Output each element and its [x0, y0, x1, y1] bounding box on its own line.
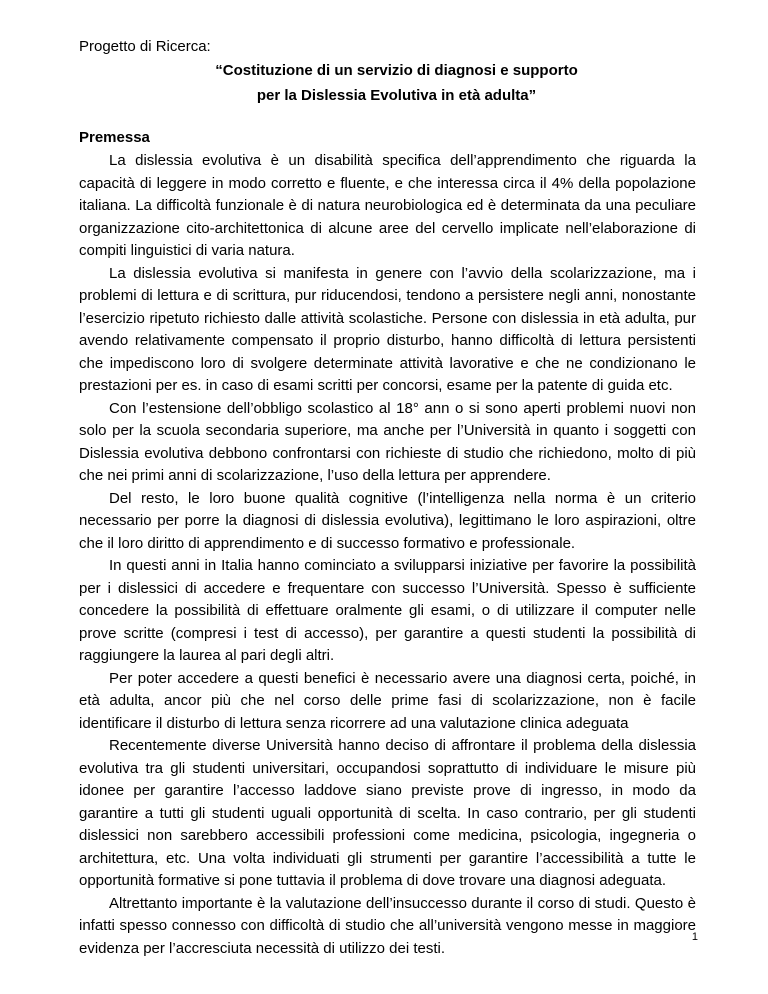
paragraph: Per poter accedere a questi benefici è necessario avere una diagnosi certa, poiché, in età adulta, ancor più che nel corso delle prime fasi di scolarizzazione, non è facile identificare il disturbo di lettura senza ricorrere ad una valutazione clinica adeguata — [79, 669, 696, 732]
section-heading: Premessa — [79, 129, 150, 146]
document-label: Progetto di Ricerca: — [79, 38, 211, 55]
paragraph: Recentemente diverse Università hanno deciso di affrontare il problema della dislessia evolutiva tra gli studenti universitari, occupandosi soprattutto di individuare le misure più idonee per garantire l’accesso laddove siano previste prove di ingresso, in modo da garantire a tutti gli studenti uguali opportunità di scelta. In caso contrario, per gli studenti dislessici non sarebbero accessibili professioni come medicina, psicologia, ingegneria o architettura, etc. Una volta individuati gli strumenti per garantire l’accessibilità a tutte le opportunità formative si pone tuttavia il problema di dove trovare una diagnosi adeguata. — [79, 737, 696, 889]
paragraph: Altrettanto importante è la valutazione dell’insuccesso durante il corso di studi. Questo è infatti spesso connesso con difficoltà di studio che all’università vengono messe in maggiore evidenza per l’accresciuta necessità di utilizzo dei testi. — [79, 894, 696, 957]
paragraph: Con l’estensione dell’obbligo scolastico al 18° ann o si sono aperti problemi nuovi non solo per la scuola secondaria superiore, ma anche per l’Università in quanto i soggetti con Dislessia evolutiva debbono confrontarsi con richieste di studio che richiedono, molto di più che nei primi anni di scolarizzazione, l’uso della lettura per apprendere. — [79, 399, 696, 484]
document-page — [79, 36, 696, 960]
document-title — [79, 58, 696, 108]
paragraph: Del resto, le loro buone qualità cognitive (l’intelligenza nella norma è un criterio necessario per porre la diagnosi di dislessia evolutiva), legittimano le loro aspirazioni, oltre che il loro diritto di apprendimento e di successo formativo e professionale. — [79, 489, 696, 552]
paragraph: In questi anni in Italia hanno cominciato a svilupparsi iniziative per favorire la possibilità per i dislessici di accedere e frequentare con successo l’Università. Spesso è sufficiente concedere la possibilità di effettuare oralmente gli esami, o di utilizzare il computer nelle prove scritte (compresi i test di accesso), per garantire a questi studenti la possibilità di raggiungere la laurea al pari degli altri. — [79, 557, 696, 664]
page-number: 1 — [691, 931, 698, 943]
paragraph: La dislessia evolutiva è un disabilità specifica dell’apprendimento che riguarda la capacità di leggere in modo corretto e fluente, e che interessa circa il 4% della popolazione italiana. La difficoltà funzionale è di natura neurobiologica ed è determinata da una peculiare organizzazione cito-architettonica di alcune aree del cervello implicate nell’elaborazione di compiti linguistici di varia natura. — [79, 152, 696, 259]
paragraph: La dislessia evolutiva si manifesta in genere con l’avvio della scolarizzazione, ma i problemi di lettura e di scrittura, pur riducendosi, tendono a persistere negli anni, nonostante l’esercizio ripetuto richiesto dalle attività scolastiche. Persone con dislessia in età adulta, pur avendo relativamente compensato il proprio disturbo, hanno difficoltà di lettura persistenti che impediscono loro di svolgere determinate attività lavorative e che ne condizionano le prestazioni per es. in caso di esami scritti per concorsi, esame per la patente di guida etc. — [79, 264, 696, 394]
title-line-2: per la Dislessia Evolutiva in età adulta” — [256, 87, 537, 104]
title-line-1: “Costituzione di un servizio di diagnosi e supporto — [215, 62, 578, 79]
